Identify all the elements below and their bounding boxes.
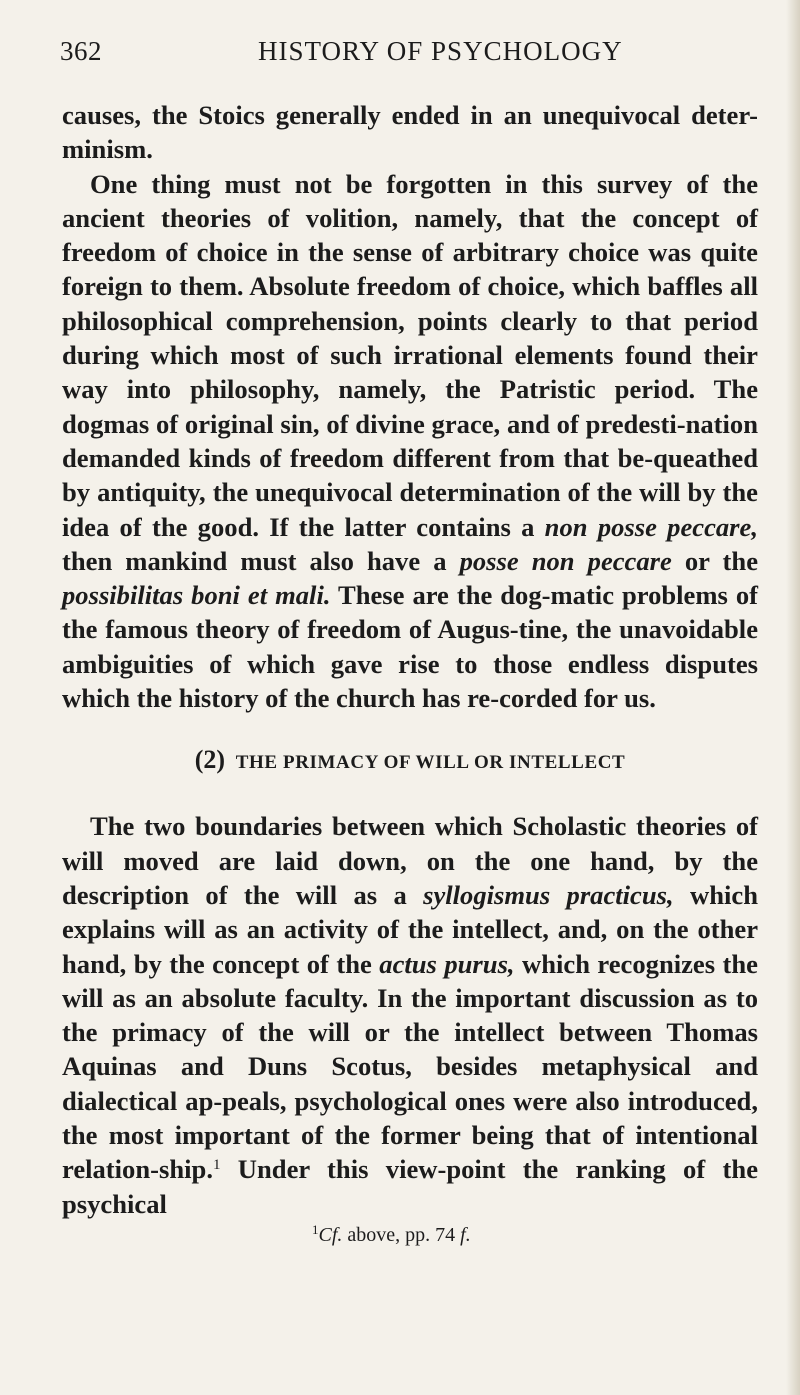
paragraph-2-text: One thing must not be forgotten in this survey of the ancient theories of volition, namely, that the concept of freedom of choice in the sense of arbitrary choice was quite foreign to them. Absolute freedom of choice, which baffles all philosophical comprehension, points clearly to that period during which most of such irrational elements found their way into philosophy, namely, the Patristic period. The dogmas of original sin, of divine grace, and of predesti-nation demanded kinds of freedom different from that be-queathed by antiquity, the unequivocal determination of the will by the idea of the good. If the latter contains a	[62, 168, 758, 542]
running-title: HISTORY OF PSYCHOLOGY	[258, 36, 623, 66]
section-number: (2)	[194, 745, 226, 775]
latin-term-posse-non-peccare: posse non peccare	[459, 545, 672, 576]
paragraph-3-text: The two boundaries between which Scholastic theories of will moved are laid down, on the one hand, by the description of the will as a	[62, 811, 758, 910]
footnote-text: above, pp. 74	[342, 1223, 461, 1246]
footnote	[62, 1221, 758, 1249]
paragraph-2-text: or the	[671, 545, 758, 576]
running-header	[60, 36, 760, 76]
paragraph-2-text: then mankind must also have a	[62, 545, 460, 576]
paragraph-1: causes, the Stoics generally ended in an unequivocal deter-minism.	[62, 100, 758, 165]
paragraph-3	[62, 809, 758, 1221]
footnote-marker: 1	[312, 1221, 319, 1237]
page-edge-shadow	[786, 0, 800, 1395]
latin-term-syllogismus-practicus: syllogismus practicus,	[423, 879, 674, 910]
section-title: THE PRIMACY OF WILL OR INTELLECT	[235, 752, 626, 774]
paragraph-3-text: Under this view-point the ranking of the psychical	[62, 1154, 758, 1219]
page-number: 362	[60, 36, 102, 66]
latin-term-possibilitas: possibilitas boni et mali.	[62, 580, 331, 611]
paragraph-3-text: which recognizes the will as an absolute faculty. In the important discussion as to the primacy of the will or the intellect between Thomas Aquinas and Duns Scotus, besides metaphysical and dialectical ap-peals, psychological ones were also introduced, the most important of the former being that of intentional relation-ship.	[62, 948, 758, 1185]
footnote-f: f.	[460, 1223, 471, 1246]
paragraph-2-text: These are the dog-matic problems of the famous theory of freedom of Augus-tine, the unavoidable ambiguities of which gave rise to those endless disputes which the history of the church has re-corded for us.	[62, 580, 758, 714]
paragraph-2	[62, 167, 758, 716]
page-body	[62, 98, 758, 1249]
latin-term-actus-purus: actus purus,	[379, 948, 515, 979]
latin-term-non-posse-peccare: non posse peccare,	[544, 511, 758, 542]
footnote-reference: 1	[212, 1157, 221, 1174]
section-heading	[62, 746, 758, 777]
footnote-cf: Cf.	[318, 1223, 343, 1246]
paragraph-3-text: which explains will as an activity of the intellect, and, on the other hand, by the concept of the	[62, 879, 758, 979]
